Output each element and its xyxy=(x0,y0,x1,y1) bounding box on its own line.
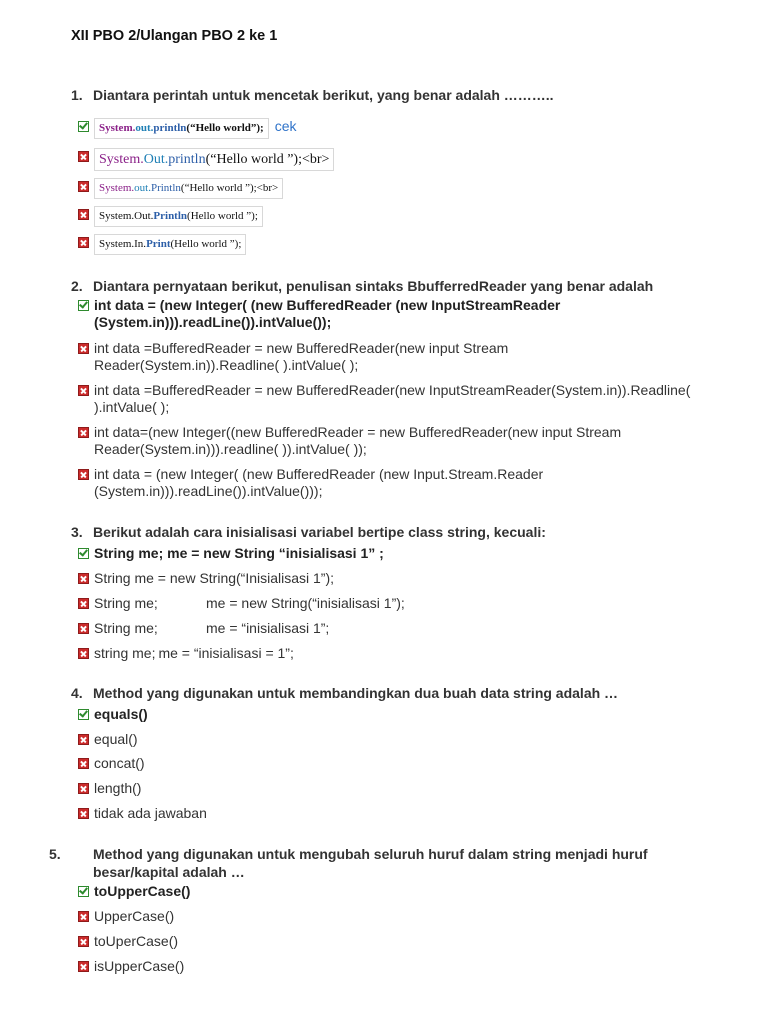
q2-option-2[interactable] xyxy=(78,340,728,374)
q2-option-1[interactable] xyxy=(78,297,728,331)
wrong-x-icon xyxy=(78,648,89,659)
option-label: length() xyxy=(94,780,142,796)
option-label: int data=(new Integer((new BufferedReader = new BufferedReader(new input Stream Reader(System.in))).readline( )).intValue( )); xyxy=(94,424,622,457)
wrong-x-icon xyxy=(78,427,89,438)
wrong-x-icon xyxy=(78,343,89,354)
q4-option-5[interactable] xyxy=(78,805,207,822)
question-text: Method yang digunakan untuk membandingkan dua buah data string adalah … xyxy=(93,685,619,701)
option-label: String me; xyxy=(94,595,158,611)
q3-option-4[interactable] xyxy=(78,620,329,637)
wrong-x-icon xyxy=(78,598,89,609)
question-text: Diantara perintah untuk mencetak berikut, yang benar adalah ……….. xyxy=(93,87,554,103)
question-5 xyxy=(49,845,733,881)
option-code: System.In.Print(Hello world ”); xyxy=(94,234,246,255)
option-code: System.out.println(“Hello world”); xyxy=(94,118,269,139)
wrong-x-icon xyxy=(78,573,89,584)
question-number: 4. xyxy=(71,685,83,701)
option-label: String me; me = new String “inisialisasi 1” ; xyxy=(94,545,384,561)
option-label: toUperCase() xyxy=(94,933,179,949)
q2-option-4[interactable] xyxy=(78,424,728,458)
q5-option-4[interactable] xyxy=(78,958,184,975)
question-text: Diantara pernyataan berikut, penulisan sintaks BbufferredReader yang benar adalah xyxy=(93,278,654,294)
q4-option-4[interactable] xyxy=(78,780,141,797)
q5-option-3[interactable] xyxy=(78,933,178,950)
q4-option-2[interactable] xyxy=(78,731,138,748)
option-label: int data =BufferedReader = new BufferedReader(new InputStreamReader(System.in)).Readline( ).intValue( ); xyxy=(94,382,691,415)
option-label: concat() xyxy=(94,755,145,771)
q1-option-3[interactable] xyxy=(78,178,283,199)
option-label: string me; xyxy=(94,645,156,661)
question-number: 2. xyxy=(71,278,83,294)
q4-option-3[interactable] xyxy=(78,755,145,772)
wrong-x-icon xyxy=(78,469,89,480)
q3-option-3[interactable] xyxy=(78,595,405,612)
question-number: 5. xyxy=(49,846,61,862)
option-label: String me; xyxy=(94,620,158,636)
q1-option-1[interactable] xyxy=(78,118,297,139)
option-code: System.out.Println(“Hello world ”);<br> xyxy=(94,178,283,199)
option-label: int data = (new Integer( (new BufferedReader (new InputStreamReader (System.in))).readLine()).intValue()); xyxy=(94,297,561,330)
wrong-x-icon xyxy=(78,209,89,220)
option-label-assignment: me = new String(“inisialisasi 1”); xyxy=(206,595,405,611)
correct-check-icon xyxy=(78,548,89,559)
option-label: String me = new String(“Inisialisasi 1”); xyxy=(94,570,335,586)
question-number: 1. xyxy=(71,87,83,103)
question-text: Method yang digunakan untuk mengubah seluruh huruf dalam string menjadi huruf besar/kapital adalah … xyxy=(93,846,648,880)
option-label: toUpperCase() xyxy=(94,883,191,899)
correct-check-icon xyxy=(78,121,89,132)
wrong-x-icon xyxy=(78,936,89,947)
q1-option-5[interactable] xyxy=(78,234,246,255)
q5-option-1[interactable] xyxy=(78,883,190,900)
q5-option-2[interactable] xyxy=(78,908,174,925)
question-2 xyxy=(71,277,653,295)
wrong-x-icon xyxy=(78,734,89,745)
correct-check-icon xyxy=(78,886,89,897)
wrong-x-icon xyxy=(78,151,89,162)
wrong-x-icon xyxy=(78,237,89,248)
question-3 xyxy=(71,523,546,541)
q3-option-1[interactable] xyxy=(78,545,384,562)
option-label-assignment: me = “inisialisasi = 1”; xyxy=(158,645,294,661)
wrong-x-icon xyxy=(78,758,89,769)
q1-option-2[interactable] xyxy=(78,148,334,171)
wrong-x-icon xyxy=(78,181,89,192)
q3-option-5[interactable] xyxy=(78,645,294,662)
correct-check-icon xyxy=(78,300,89,311)
option-label: tidak ada jawaban xyxy=(94,805,207,821)
option-code: System.Out.Println(Hello world ”); xyxy=(94,206,263,227)
q2-option-3[interactable] xyxy=(78,382,728,416)
option-label: int data =BufferedReader = new BufferedReader(new input Stream Reader(System.in)).Readline( ).intValue( ); xyxy=(94,340,509,373)
wrong-x-icon xyxy=(78,385,89,396)
wrong-x-icon xyxy=(78,808,89,819)
q3-option-2[interactable] xyxy=(78,570,334,587)
q1-option-4[interactable] xyxy=(78,206,263,227)
q2-option-5[interactable] xyxy=(78,466,728,500)
option-label: isUpperCase() xyxy=(94,958,185,974)
wrong-x-icon xyxy=(78,623,89,634)
wrong-x-icon xyxy=(78,961,89,972)
option-label: equals() xyxy=(94,706,148,722)
option-label: UpperCase() xyxy=(94,908,175,924)
question-number: 3. xyxy=(71,524,83,540)
correct-check-icon xyxy=(78,709,89,720)
document-title: XII PBO 2/Ulangan PBO 2 ke 1 xyxy=(71,28,278,44)
question-text: Berikut adalah cara inisialisasi variabel bertipe class string, kecuali: xyxy=(93,524,546,540)
option-label: equal() xyxy=(94,731,138,747)
wrong-x-icon xyxy=(78,911,89,922)
check-link[interactable]: cek xyxy=(274,118,297,134)
option-code: System.Out.println(“Hello world ”);<br> xyxy=(94,148,334,171)
q4-option-1[interactable] xyxy=(78,706,148,723)
option-label-assignment: me = “inisialisasi 1”; xyxy=(206,620,330,636)
wrong-x-icon xyxy=(78,783,89,794)
question-4 xyxy=(71,684,618,702)
option-label: int data = (new Integer( (new BufferedReader (new Input.Stream.Reader (System.in))).readLine()).intValue())); xyxy=(94,466,544,499)
question-1 xyxy=(71,86,554,104)
